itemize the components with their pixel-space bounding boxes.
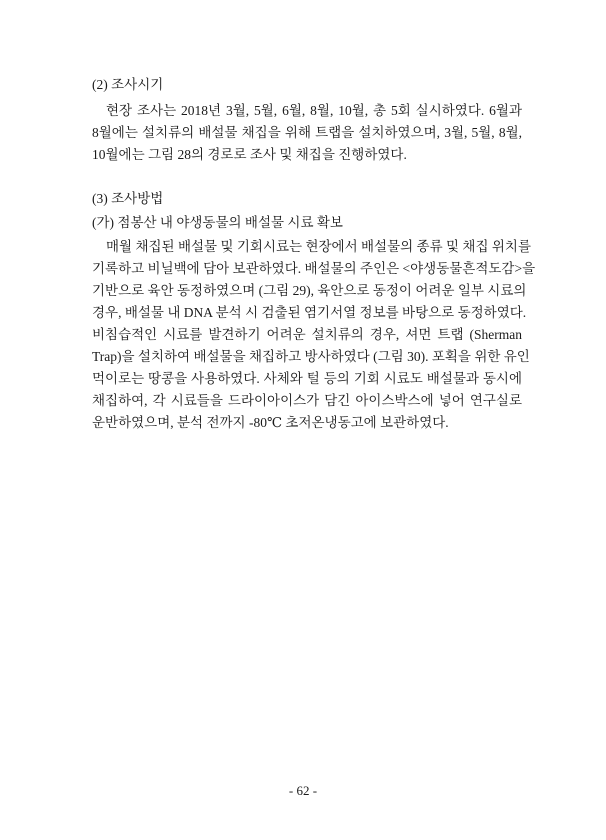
paragraph-line: 운반하였으며, 분석 전까지 -80℃ 초저온냉동고에 보관하였다. <box>92 415 449 430</box>
page-number: - 62 - <box>288 783 318 798</box>
paragraph-line: 매월 채집된 배설물 및 기회시료는 현장에서 배설물의 종류 및 채집 위치를 <box>106 239 531 254</box>
paragraph-line: 채집하여, 각 시료들을 드라이아이스가 담긴 아이스박스에 넣어 연구실로 <box>92 393 522 408</box>
paragraph-line: Trap)을 설치하여 배설물을 채집하고 방사하였다 (그림 30). 포획을 위한 유인 <box>92 349 530 364</box>
paragraph-line: 10월에는 그림 28의 경로로 조사 및 채집을 진행하였다. <box>92 147 407 162</box>
paragraph-line: 먹이로는 땅콩을 사용하였다. 사체와 털 등의 기회 시료도 배설물과 동시에 <box>92 371 522 386</box>
paragraph-line: 8월에는 설치류의 배설물 채집을 위해 트랩을 설치하였으며, 3월, 5월, 8월, <box>92 125 522 140</box>
paragraph-line: 기반으로 육안 동정하였으며 (그림 29), 육안으로 동정이 어려운 일부 시료의 <box>92 283 527 298</box>
paragraph-line: 비침습적인 시료를 발견하기 어려운 설치류의 경우, 셔먼 트랩 (Sherman <box>92 327 522 342</box>
paragraph-line: 경우, 배설물 내 DNA 분석 시 검출된 염기서열 정보를 바탕으로 동정하였다. <box>92 305 527 320</box>
paragraph-line: 현장 조사는 2018년 3월, 5월, 6월, 8월, 10월, 총 5회 실시하였다. 6월과 <box>106 103 522 118</box>
paragraph-line: 기록하고 비닐백에 담아 보관하였다. 배설물의 주인은 <야생동물흔적도감>을 <box>92 261 536 276</box>
section-heading-survey-method: (3) 조사방법 <box>92 191 164 206</box>
section-heading-survey-period: (2) 조사시기 <box>92 77 164 92</box>
subsection-heading-sample-collection: (가) 점봉산 내 야생동물의 배설물 시료 확보 <box>92 215 343 230</box>
